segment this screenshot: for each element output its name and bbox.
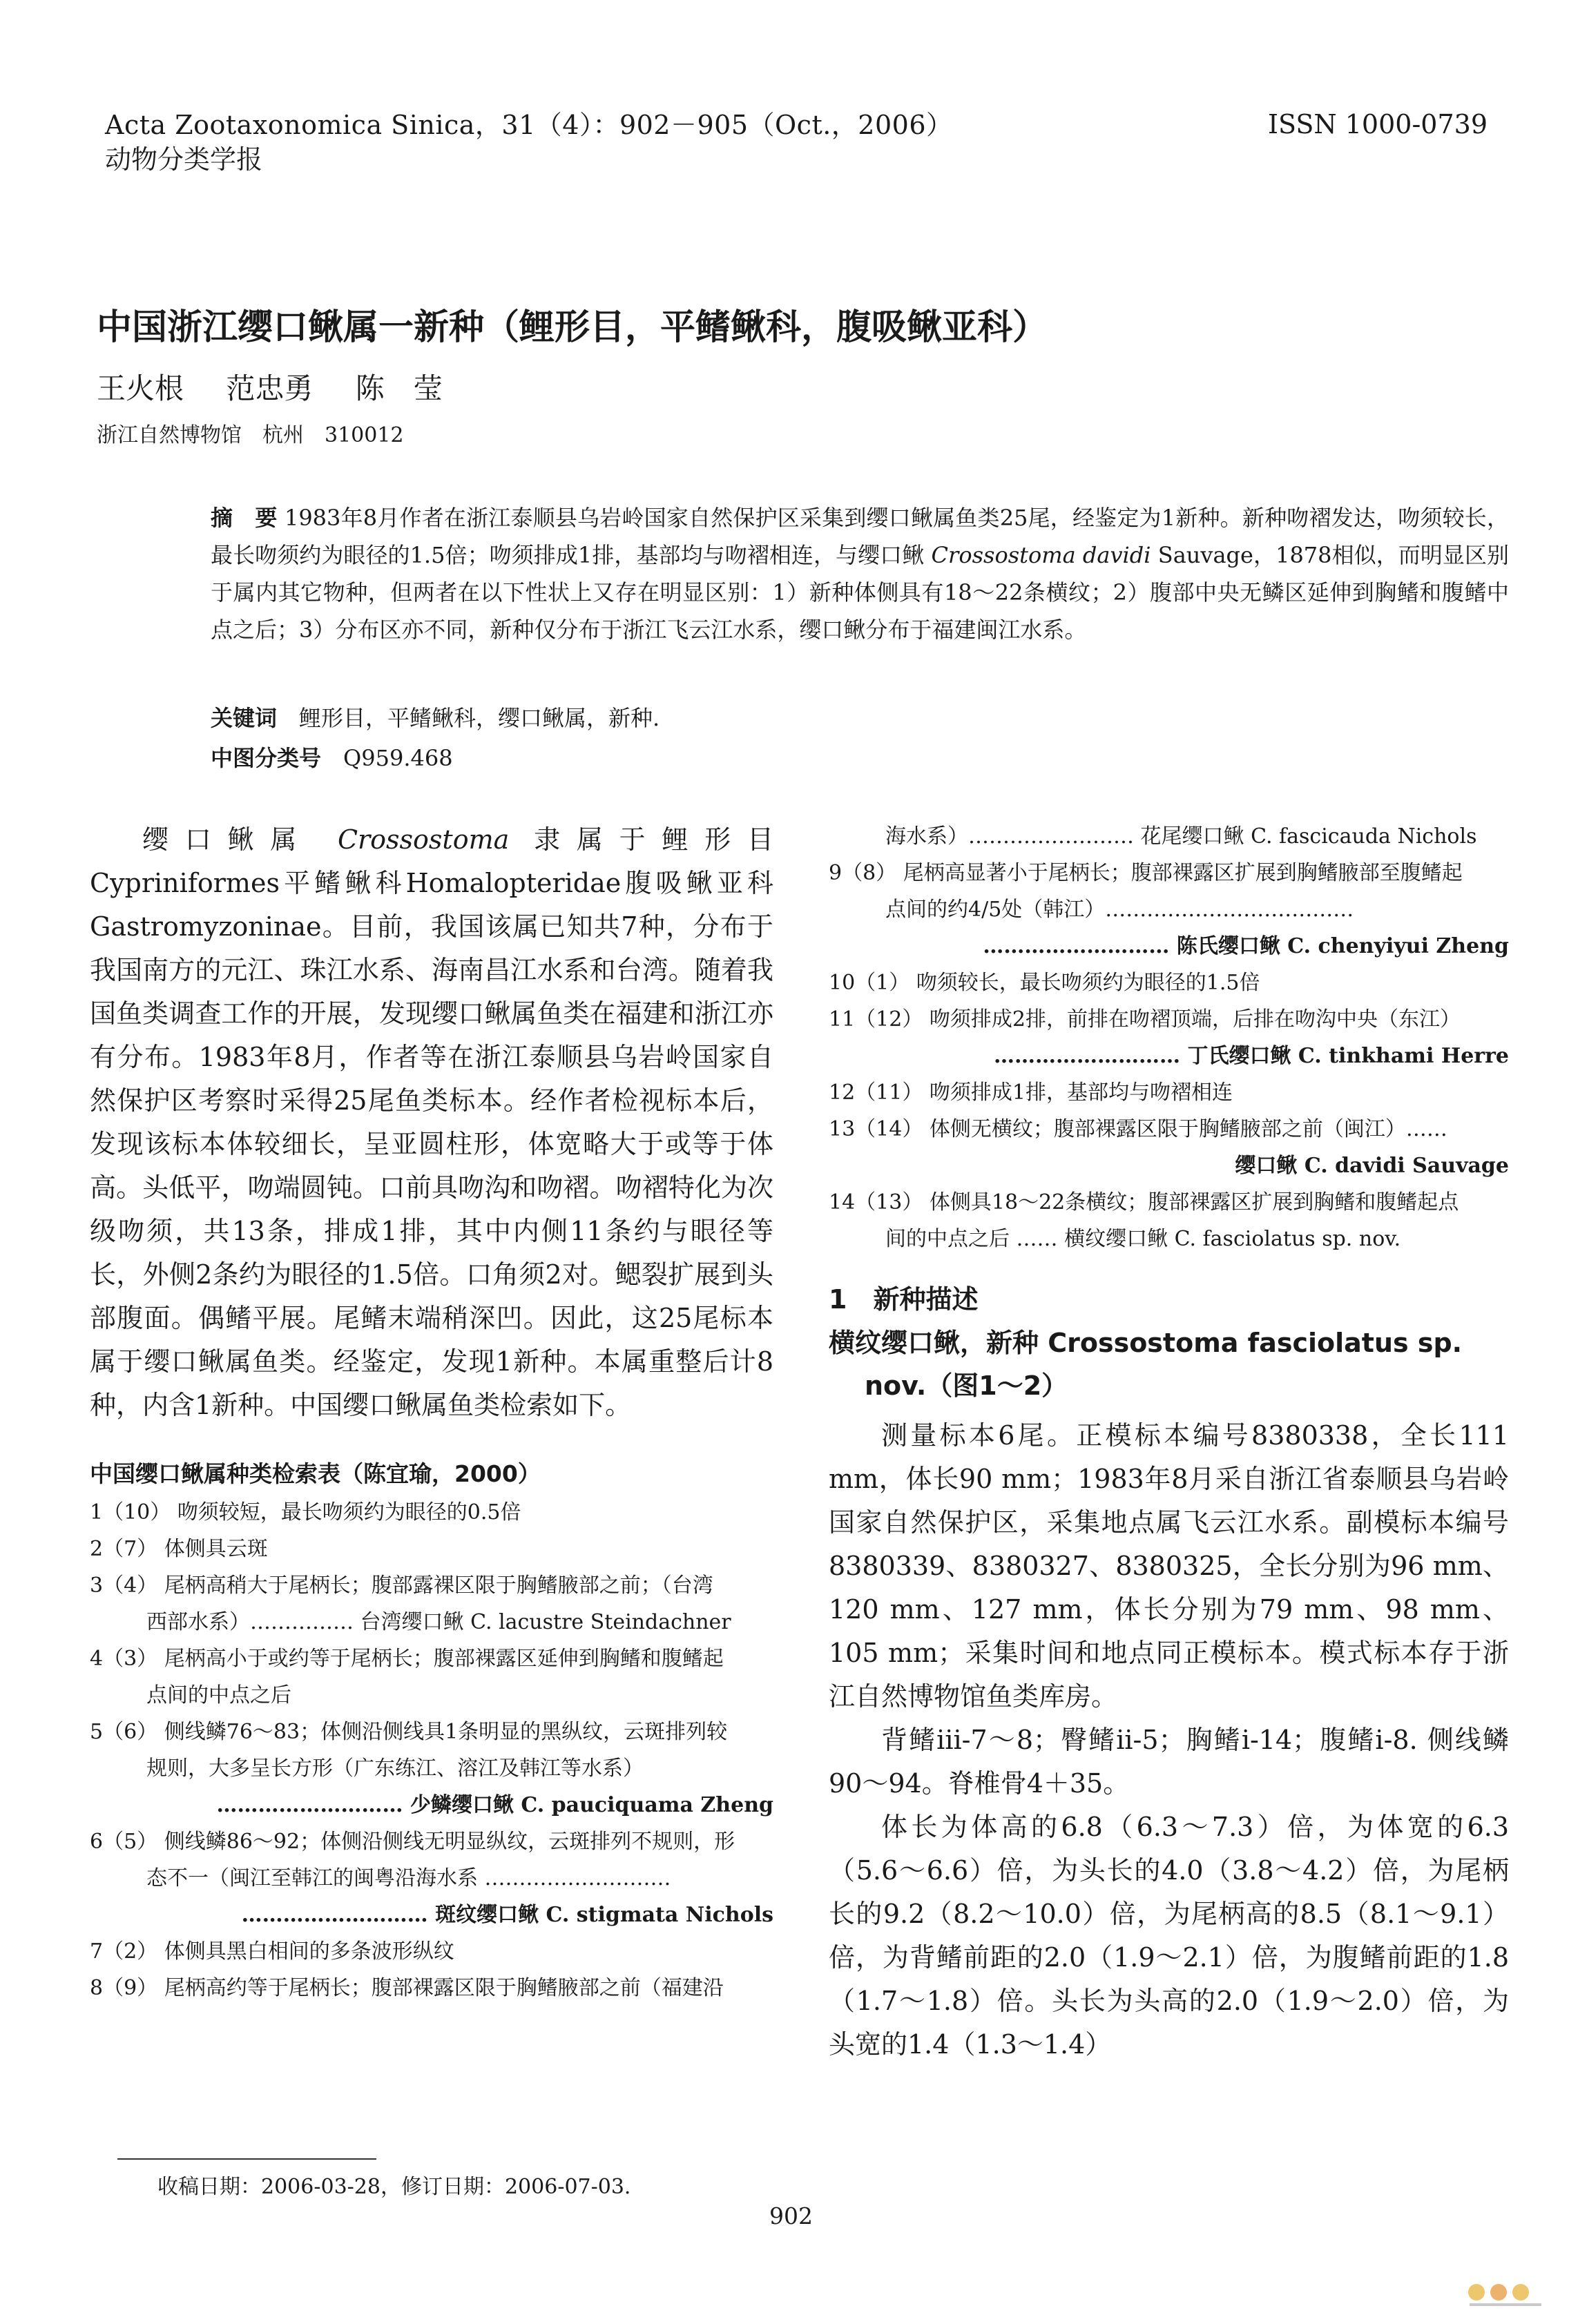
key-entry-line <box>90 1976 724 2000</box>
key-entry-number: 14（13） <box>829 1190 923 1214</box>
key-entry-line <box>90 1647 724 1671</box>
key-entry <box>90 1567 773 1640</box>
key-entry-number: 5（6） <box>90 1720 158 1744</box>
keywords <box>211 701 660 733</box>
key-entry-number: 9（8） <box>829 861 897 885</box>
key-entry-text: 体侧具黑白相间的多条波形纵纹 <box>164 1939 454 1964</box>
class-number: Q959.468 <box>343 745 453 771</box>
author-3: 陈 莹 <box>355 371 443 405</box>
key-entry-line <box>90 1939 454 1964</box>
key-entry-continuation: 西部水系）…………… 台湾缨口鳅 C. lacustre Steindachner <box>146 1610 731 1634</box>
key-entry-line <box>829 1117 1447 1141</box>
key-entry-line <box>829 861 1463 885</box>
key-entry-continuation: 点间的中点之后 <box>146 1683 291 1707</box>
key-entry-species: ……………………… 少鳞缨口鳅 C. pauciquama Zheng <box>216 1793 773 1817</box>
author-2: 范忠勇 <box>226 371 314 405</box>
key-entry <box>90 1640 773 1714</box>
key-entry-species: ……………………… 斑纹缨口鳅 C. stigmata Nichols <box>241 1903 773 1927</box>
species-title-line-2: nov.（图1～2） <box>865 1371 1068 1401</box>
key-entry-continuation: 间的中点之后 …… 横纹缨口鳅 C. fasciolatus sp. nov. <box>885 1227 1401 1251</box>
key-entry-line <box>829 1190 1459 1214</box>
key-list-right <box>829 818 1509 1257</box>
key-entry-continuation: 规则，大多呈长方形（广东练江、溶江及韩江等水系） <box>146 1756 644 1781</box>
key-entry-line <box>90 1573 713 1598</box>
key-entry-text: 吻须较短，最长吻须约为眼径的0.5倍 <box>177 1500 521 1524</box>
key-entry-number: 1（10） <box>90 1500 171 1524</box>
affiliation: 浙江自然博物馆 杭州 310012 <box>97 423 404 447</box>
key-entry-number: 7（2） <box>90 1939 158 1964</box>
paper-title: 中国浙江缨口鳅属一新种（鲤形目，平鳍鳅科，腹吸鳅亚科） <box>97 307 1048 348</box>
key-entry-text: 吻须较长，最长吻须约为眼径的1.5倍 <box>916 971 1260 995</box>
key-entry-number: 6（5） <box>90 1830 158 1854</box>
abstract-label: 摘 要 <box>211 505 278 531</box>
species-title <box>829 1321 1509 1407</box>
right-column <box>829 818 1509 2066</box>
issn: ISSN 1000-0739 <box>1268 109 1488 139</box>
key-title: 中国缨口鳅属种类检索表（陈宜瑜，2000） <box>90 1460 541 1487</box>
key-entry-line <box>90 1830 735 1854</box>
key-entry-species: ……………………… 丁氏缨口鳅 C. tinkhami Herre <box>994 1044 1509 1068</box>
classification <box>211 741 453 773</box>
key-entry-text: 尾柄高约等于尾柄长；腹部裸露区限于胸鳍腋部之前（福建沿 <box>164 1976 724 2000</box>
author-1: 王火根 <box>97 371 184 405</box>
abstract-text-2: Sauvage，1878相似，而明显区别于属内其它物种，但两者在以下性状上又存在明显区别：1）新种体侧具有18～22条横纹；2）腹部中央无鳞区延伸到胸鳍和腹鳍中点之后；3）分布区亦不同，新种仅分布于浙江飞云江水系，缨口鳅分布于福建闽江水系。 <box>211 542 1510 643</box>
key-entry-line <box>829 1081 1233 1105</box>
page-number: 902 <box>769 2202 813 2229</box>
key-entry <box>90 1823 773 1933</box>
description-paragraph-3: 体长为体高的6.8（6.3～7.3）倍，为体宽的6.3（5.6～6.6）倍，为头长的4.0（3.8～4.2）倍，为尾柄长的9.2（8.2～10.0）倍，为尾柄高的8.5（8.1～9.1）倍，为背鳍前距的2.0（1.9～2.1）倍，为腹鳍前距的1.8（1.7～1.8）倍。头长为头高的2.0（1.9～2.0）倍，为头宽的1.4（1.3～1.4） <box>829 1812 1509 2060</box>
key-entry <box>829 1184 1509 1257</box>
key-entry <box>829 855 1509 965</box>
abstract <box>211 499 1509 648</box>
key-entry-text: 吻须排成2排，前排在吻褶顶端，后排在吻沟中央（东江） <box>929 1007 1461 1032</box>
left-column <box>90 818 773 2006</box>
key-entry-text: 侧线鳞86～92；体侧沿侧线无明显纵纹，云斑排列不规则，形 <box>164 1830 735 1854</box>
intro-paragraph <box>90 818 773 1427</box>
key-entry-text: 体侧具云斑 <box>164 1537 268 1561</box>
key-entry-text: 尾柄高显著小于尾柄长；腹部裸露区扩展到胸鳍腋部至腹鳍起 <box>903 861 1463 885</box>
key-entry-number: 13（14） <box>829 1117 923 1141</box>
key-entry-continuation: 海水系）…………………… 花尾缨口鳅 C. fascicauda Nichols <box>885 824 1477 849</box>
key-entry <box>90 1531 773 1567</box>
keywords-label: 关键词 <box>211 705 278 731</box>
key-entry-line <box>90 1537 268 1561</box>
key-entry-line <box>829 971 1260 995</box>
key-entry-text: 体侧具18～22条横纹；腹部裸露区扩展到胸鳍和腹鳍起点 <box>929 1190 1459 1214</box>
key-list-left <box>90 1494 773 2006</box>
key-entry-number: 11（12） <box>829 1007 923 1032</box>
author-list <box>97 366 476 407</box>
key-entry-number: 3（4） <box>90 1573 158 1598</box>
description-paragraph-1: 测量标本6尾。正模标本编号8380338，全长111 mm，体长90 mm；1983年8月采自浙江省泰顺县乌岩岭国家自然保护区，采集地点属飞云江水系。副模标本编号8380339、8380327、8380325，全长分别为96 mm、120 mm、127 mm，体长分别为79 mm、98 mm、105 mm；采集时间和地点同正模标本。模式标本存于浙江自然博物馆鱼类库房。 <box>829 1420 1509 1712</box>
journal-name-cn: 动物分类学报 <box>105 144 263 175</box>
key-entry-number: 10（1） <box>829 971 910 995</box>
key-entry-species: ……………………… 陈氏缨口鳅 C. chenyiyui Zheng <box>983 934 1509 958</box>
footnote-rule <box>117 2158 376 2160</box>
key-entry-continuation: 态不一（闽江至韩江的闽粤沿海水系 ……………………… <box>146 1866 671 1890</box>
key-entry-text: 尾柄高稍大于尾柄长；腹部露裸区限于胸鳍腋部之前；（台湾 <box>164 1573 713 1598</box>
key-entry-number: 12（11） <box>829 1081 923 1105</box>
species-title-line-1: 横纹缨口鳅，新种 Crossostoma fasciolatus sp. <box>829 1328 1463 1358</box>
key-entry <box>90 1714 773 1823</box>
abstract-text-1: 1983年8月作者在浙江泰顺县乌岩岭国家自然保护区采集到缨口鳅属鱼类25尾，经鉴定为1新种。新种吻褶发达，吻须较长，最长吻须约为眼径的1.5倍；吻须排成1排，基部均与吻褶相连，与缨口鳅 <box>211 505 1509 568</box>
intro-genus: Crossostoma <box>337 824 510 855</box>
key-entry <box>829 1111 1509 1184</box>
intro-text-1: 缨口鳅属 <box>142 824 314 855</box>
key-entry <box>90 1970 773 2006</box>
key-entry-number: 4（3） <box>90 1647 158 1671</box>
key-entry-line <box>829 1007 1461 1032</box>
intro-text-2: 隶属于鲤形目Cypriniformes平鳍鳅科Homalopteridae腹吸鳅亚科Gastromyzoninae。目前，我国该属已知共7种，分布于我国南方的元江、珠江水系、海南昌江水系和台湾。随着我国鱼类调查工作的开展，发现缨口鳅属鱼类在福建和浙江亦有分布。1983年8月，作者等在浙江泰顺县乌岩岭国家自然保护区考察时采得25尾鱼类标本。经作者检视标本后，发现该标本体较细长，呈亚圆柱形，体宽略大于或等于体高。头低平，吻端圆钝。口前具吻沟和吻褶。吻褶特化为次级吻须，共13条，排成1排，其中内侧11条约与眼径等长，外侧2条约为眼径的1.5倍。口角须2对。鳃裂扩展到头部腹面。偶鳍平展。尾鳍末端稍深凹。因此，这25尾标本属于缨口鳅属鱼类。经鉴定，发现1新种。本属重整后计8种，内含1新种。中国缨口鳅属鱼类检索如下。 <box>90 824 773 1420</box>
key-entry <box>90 1933 773 1970</box>
description-paragraph-2: 背鳍iii-7～8；臀鳍ii-5；胸鳍i-14；腹鳍i-8. 侧线鳞90～94。脊椎骨4＋35。 <box>829 1725 1509 1799</box>
key-entry-text: 尾柄高小于或约等于尾柄长；腹部裸露区延伸到胸鳍和腹鳍起 <box>164 1647 724 1671</box>
key-entry-text: 侧线鳞76～83；体侧沿侧线具1条明显的黑纵纹，云斑排列较 <box>164 1720 728 1744</box>
journal-citation: Acta Zootaxonomica Sinica，31（4）：902－905（Oct.，2006） <box>105 110 953 140</box>
key-entry-number: 2（7） <box>90 1537 158 1561</box>
key-entry-species: 缨口鳅 C. davidi Sauvage <box>1235 1154 1509 1178</box>
key-entry-number: 8（9） <box>90 1976 158 2000</box>
abstract-genus: Crossostoma davidi <box>931 542 1151 568</box>
received-date: 收稿日期：2006-03-28，修订日期：2006-07-03. <box>157 2175 631 2199</box>
keywords-text: 鲤形目，平鳍鳅科，缨口鳅属，新种. <box>299 705 660 731</box>
section-heading: 1 新种描述 <box>829 1284 979 1315</box>
key-entry <box>90 1494 773 1531</box>
key-entry <box>829 818 1509 855</box>
class-label: 中图分类号 <box>211 745 322 771</box>
key-entry-line <box>90 1500 521 1524</box>
key-entry-continuation: 点间的约4/5处（韩江）……………………………… <box>885 898 1354 922</box>
key-entry-line <box>90 1720 727 1744</box>
key-entry <box>829 965 1509 1001</box>
key-entry <box>829 1074 1509 1111</box>
watermark-logo-icon <box>1464 2278 1547 2309</box>
key-entry-text: 体侧无横纹；腹部裸露区限于胸鳍腋部之前（闽江）…… <box>929 1117 1447 1141</box>
key-entry-text: 吻须排成1排，基部均与吻褶相连 <box>929 1081 1233 1105</box>
key-entry <box>829 1001 1509 1074</box>
